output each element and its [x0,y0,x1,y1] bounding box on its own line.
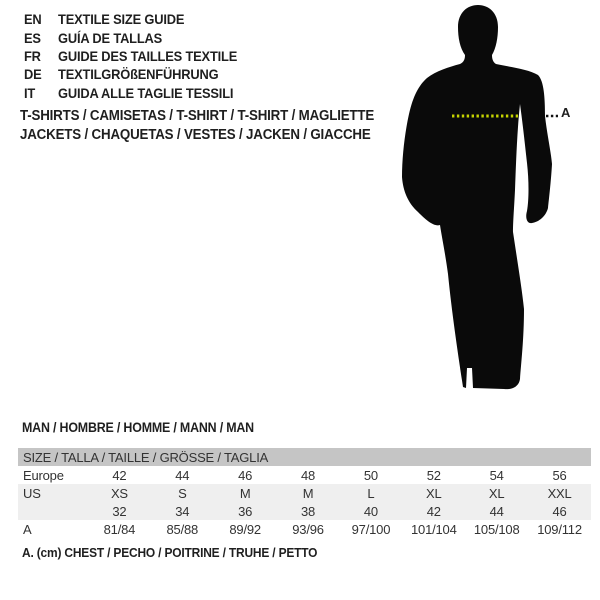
size-cell: 46 [214,466,277,484]
man-silhouette-figure [400,4,578,392]
size-cell: 44 [465,502,528,520]
size-cell: 32 [88,502,151,520]
lang-code: ES [24,29,41,46]
size-cell: 109/112 [528,520,591,538]
table-row-us-numeric [18,502,591,520]
lang-code: FR [24,47,41,64]
size-cell: 50 [340,466,403,484]
size-table-header: SIZE / TALLA / TAILLE / GRÖSSE / TAGLIA [18,448,591,466]
section-title-man: MAN / HOMBRE / HOMME / MANN / MAN [22,420,254,435]
size-cell: 42 [402,502,465,520]
measurement-footnote: A. (cm) CHEST / PECHO / POITRINE / TRUHE / PETTO [22,545,318,560]
lang-code: EN [24,11,42,28]
language-guide-list [24,10,237,102]
size-cell: XS [88,484,151,502]
lang-label: GUIDA ALLE TAGLIE TESSILI [58,84,234,101]
size-cell: 81/84 [88,520,151,538]
size-cell: XL [465,484,528,502]
size-cell: 44 [151,466,214,484]
table-row-chest-cm [18,520,591,538]
row-label: Europe [18,466,88,484]
category-line-tshirts: T-SHIRTS / CAMISETAS / T-SHIRT / T-SHIRT / MAGLIETTE [20,108,375,124]
lang-code: IT [24,84,36,101]
size-cell: 46 [528,502,591,520]
size-cell: 36 [214,502,277,520]
table-row-us-letter [18,484,591,502]
row-label [18,502,88,520]
man-silhouette [402,5,552,389]
lang-code: DE [24,66,42,83]
lang-label: TEXTILGRÖßENFÜHRUNG [58,66,219,83]
table-row-europe [18,466,591,484]
lang-row-en [24,10,237,28]
size-cell: S [151,484,214,502]
size-cell: 85/88 [151,520,214,538]
size-cell: 40 [340,502,403,520]
lang-row-it [24,84,237,102]
size-cell: 93/96 [277,520,340,538]
lang-label: GUÍA DE TALLAS [58,29,163,46]
size-cell: 48 [277,466,340,484]
size-cell: 52 [402,466,465,484]
lang-label: TEXTILE SIZE GUIDE [58,11,185,28]
size-cell: M [214,484,277,502]
size-cell: 54 [465,466,528,484]
lang-row-es [24,28,237,46]
size-cell: 56 [528,466,591,484]
size-cell: 105/108 [465,520,528,538]
size-cell: XXL [528,484,591,502]
size-cell: L [340,484,403,502]
category-line-jackets: JACKETS / CHAQUETAS / VESTES / JACKEN / GIACCHE [20,126,371,143]
size-cell: 42 [88,466,151,484]
row-label: A [18,520,88,538]
size-cell: 38 [277,502,340,520]
size-cell: 97/100 [340,520,403,538]
size-cell: 89/92 [214,520,277,538]
garment-categories [20,107,374,144]
size-cell: M [277,484,340,502]
lang-label: GUIDE DES TAILLES TEXTILE [58,47,238,64]
man-silhouette-svg [400,4,578,392]
row-label: US [18,484,88,502]
size-table-header-row [18,448,591,466]
size-cell: 101/104 [402,520,465,538]
size-cell: XL [402,484,465,502]
measure-label-a: A [561,105,571,120]
lang-row-fr [24,47,237,65]
size-table [18,448,591,538]
size-cell: 34 [151,502,214,520]
lang-row-de [24,65,237,83]
